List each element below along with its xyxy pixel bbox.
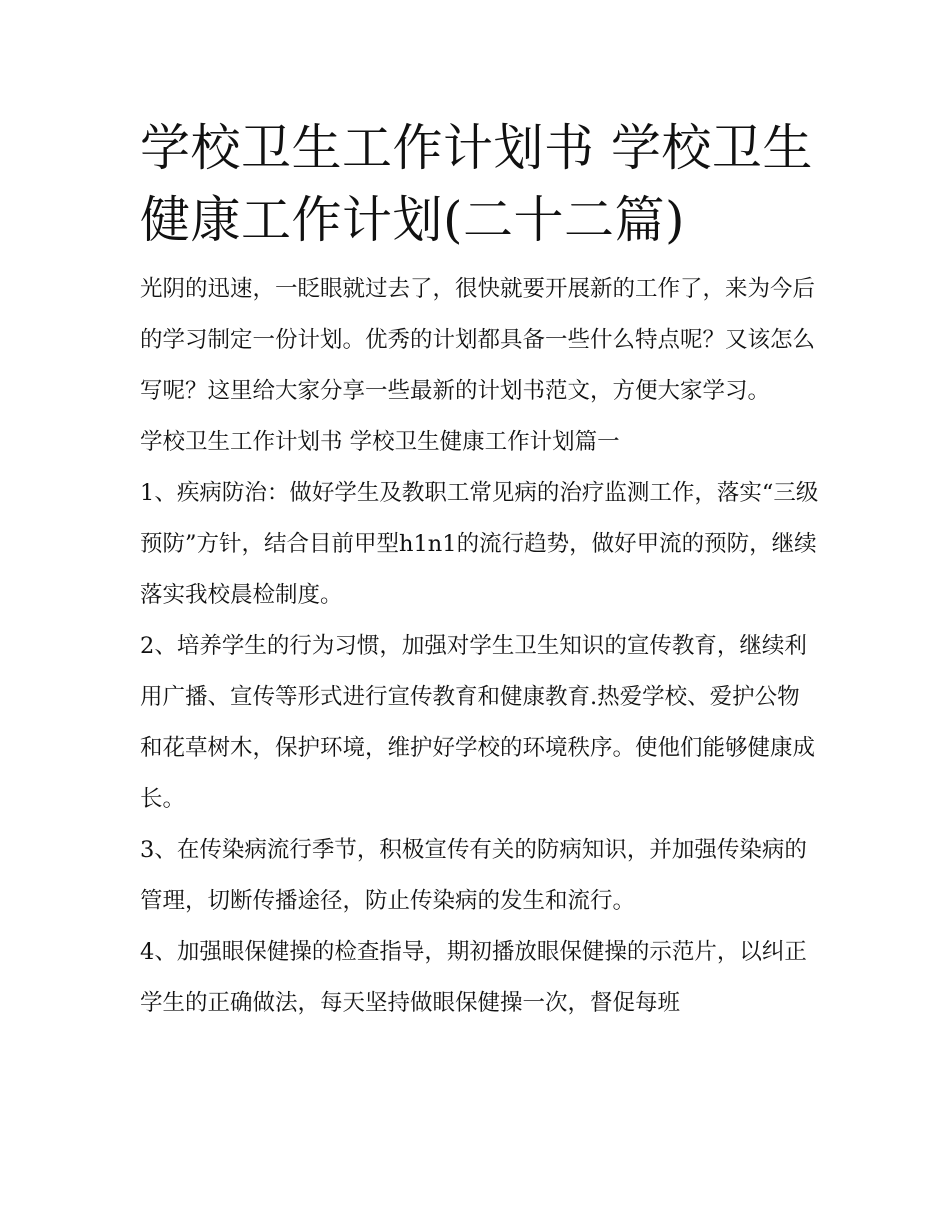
document-body bbox=[140, 112, 820, 1029]
intro-paragraph: 光阴的迅速，一眨眼就过去了，很快就要开展新的工作了，来为今后的学习制定一份计划。优秀的计划都具备一些什么特点呢？又该怎么写呢？这里给大家分享一些最新的计划书范文，方便大家学习。 bbox=[140, 276, 816, 404]
list-item: 2、培养学生的行为习惯，加强对学生卫生知识的宣传教育，继续利用广播、宣传等形式进行宣传教育和健康教育.热爱学校、爱护公物和花草树木，保护环境，维护好学校的环境秩序。使他们能够健康成长。 bbox=[140, 633, 816, 812]
list-item: 4、加强眼保健操的检查指导，期初播放眼保健操的示范片，以纠正学生的正确做法，每天坚持做眼保健操一次，督促每班 bbox=[140, 939, 807, 1016]
list-item: 3、在传染病流行季节，积极宣传有关的防病知识，并加强传染病的管理，切断传播途径，防止传染病的发生和流行。 bbox=[140, 837, 807, 914]
document-title: 学校卫生工作计划书 学校卫生健康工作计划(二十二篇) bbox=[140, 119, 813, 249]
list-item: 1、疾病防治：做好学生及教职工常见病的治疗监测工作，落实“三级预防”方针，结合目前甲型h1n1的流行趋势，做好甲流的预防，继续落实我校晨检制度。 bbox=[140, 480, 819, 608]
section-heading: 学校卫生工作计划书 学校卫生健康工作计划篇一 bbox=[140, 429, 620, 455]
